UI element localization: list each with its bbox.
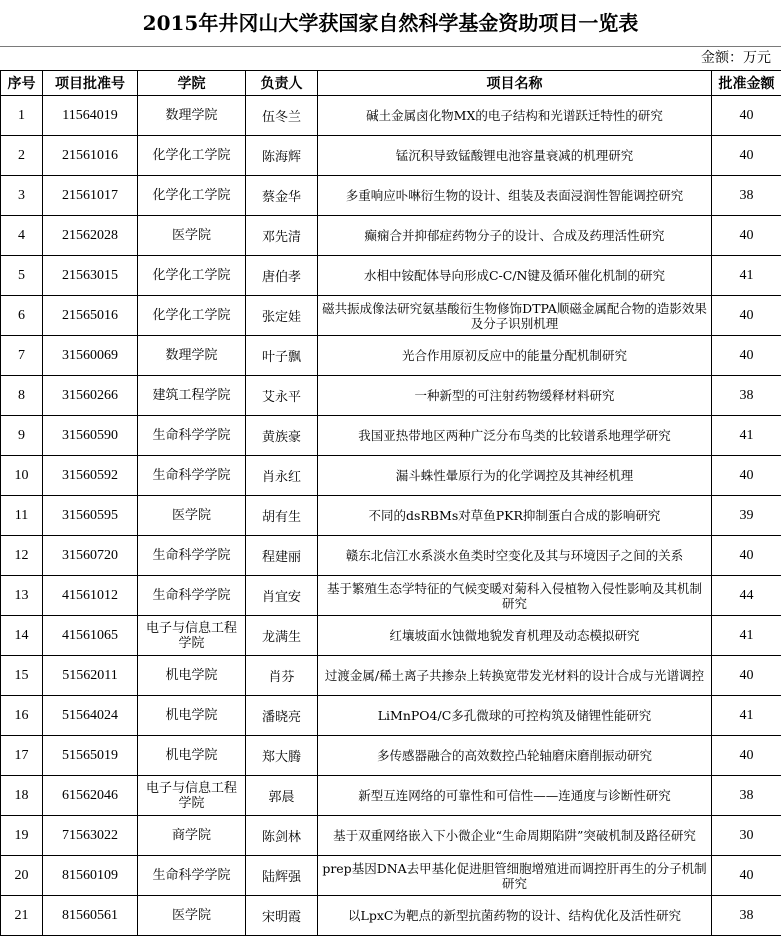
college-name: 生命科学学院 [138, 536, 246, 576]
approved-amount: 41 [712, 256, 781, 296]
row-number: 14 [1, 616, 43, 656]
project-code: 41561012 [43, 576, 138, 616]
college-name: 数理学院 [138, 96, 246, 136]
table-row [1, 456, 781, 496]
project-name: 基于双重网络嵌入下小微企业“生命周期陷阱”突破机制及路径研究 [318, 816, 712, 856]
project-name: 漏斗蛛性暈原行为的化学调控及其神经机理 [318, 456, 712, 496]
leader-name: 陈海辉 [246, 136, 318, 176]
leader-name: 肖永红 [246, 456, 318, 496]
approved-amount: 30 [712, 816, 781, 856]
approved-amount: 38 [712, 776, 781, 816]
college-name: 生命科学学院 [138, 416, 246, 456]
leader-name: 陆辉强 [246, 856, 318, 896]
project-code: 51564024 [43, 696, 138, 736]
approved-amount: 40 [712, 536, 781, 576]
row-number: 2 [1, 136, 43, 176]
college-name: 生命科学学院 [138, 856, 246, 896]
column-header: 负责人 [246, 71, 318, 96]
project-name: 锰沉积导致锰酸锂电池容量衰减的机理研究 [318, 136, 712, 176]
column-header: 批准金额 [712, 71, 781, 96]
project-code: 51565019 [43, 736, 138, 776]
project-code: 31560069 [43, 336, 138, 376]
project-name: 过渡金属/稀土离子共掺杂上转换宽带发光材料的设计合成与光谱调控 [318, 656, 712, 696]
table-row [1, 856, 781, 896]
project-name: 碱土金属卤化物MX的电子结构和光谱跃迁特性的研究 [318, 96, 712, 136]
leader-name: 肖宜安 [246, 576, 318, 616]
table-row [1, 256, 781, 296]
college-name: 商学院 [138, 816, 246, 856]
college-name: 数理学院 [138, 336, 246, 376]
project-name: 光合作用原初反应中的能量分配机制研究 [318, 336, 712, 376]
table-row [1, 656, 781, 696]
college-name: 医学院 [138, 216, 246, 256]
leader-name: 宋明霞 [246, 896, 318, 936]
table-row [1, 216, 781, 256]
table-row [1, 816, 781, 856]
page-title: 2015年井冈山大学获国家自然科学基金资助项目一览表 [0, 0, 781, 47]
project-name: prep基因DNA去甲基化促进胆管细胞增殖进而调控肝再生的分子机制研究 [318, 856, 712, 896]
project-code: 41561065 [43, 616, 138, 656]
table-row [1, 136, 781, 176]
row-number: 15 [1, 656, 43, 696]
project-name: 红壤坡面水蚀微地貌发育机理及动态模拟研究 [318, 616, 712, 656]
approved-amount: 40 [712, 136, 781, 176]
leader-name: 黄族豪 [246, 416, 318, 456]
row-number: 9 [1, 416, 43, 456]
project-name: 以LpxC为靶点的新型抗菌药物的设计、结构优化及活性研究 [318, 896, 712, 936]
college-name: 电子与信息工程学院 [138, 616, 246, 656]
college-name: 化学化工学院 [138, 136, 246, 176]
project-name: 赣东北信江水系淡水鱼类时空变化及其与环境因子之间的关系 [318, 536, 712, 576]
college-name: 化学化工学院 [138, 296, 246, 336]
leader-name: 艾永平 [246, 376, 318, 416]
project-code: 71563022 [43, 816, 138, 856]
college-name: 生命科学学院 [138, 576, 246, 616]
column-header: 学院 [138, 71, 246, 96]
leader-name: 肖芬 [246, 656, 318, 696]
row-number: 13 [1, 576, 43, 616]
table-row [1, 536, 781, 576]
approved-amount: 40 [712, 736, 781, 776]
project-code: 81560109 [43, 856, 138, 896]
table-row [1, 616, 781, 656]
project-code: 11564019 [43, 96, 138, 136]
row-number: 7 [1, 336, 43, 376]
project-code: 51562011 [43, 656, 138, 696]
row-number: 6 [1, 296, 43, 336]
project-code: 21565016 [43, 296, 138, 336]
project-name: 癫痫合并抑郁症药物分子的设计、合成及药理活性研究 [318, 216, 712, 256]
approved-amount: 44 [712, 576, 781, 616]
row-number: 8 [1, 376, 43, 416]
project-name: 新型互连网络的可靠性和可信性——连通度与诊断性研究 [318, 776, 712, 816]
row-number: 21 [1, 896, 43, 936]
row-number: 5 [1, 256, 43, 296]
project-name: 不同的dsRBMs对草鱼PKR抑制蛋白合成的影响研究 [318, 496, 712, 536]
leader-name: 唐伯孝 [246, 256, 318, 296]
project-name: 磁共振成像法研究氨基酸衍生物修饰DTPA顺磁金属配合物的造影效果及分子识别机理 [318, 296, 712, 336]
college-name: 医学院 [138, 896, 246, 936]
project-code: 31560590 [43, 416, 138, 456]
table-row [1, 376, 781, 416]
approved-amount: 41 [712, 616, 781, 656]
project-name: 水相中铵配体导向形成C-C/N键及循环催化机制的研究 [318, 256, 712, 296]
project-code: 31560266 [43, 376, 138, 416]
college-name: 电子与信息工程学院 [138, 776, 246, 816]
table-row [1, 96, 781, 136]
project-code: 31560595 [43, 496, 138, 536]
leader-name: 胡有生 [246, 496, 318, 536]
project-code: 21561016 [43, 136, 138, 176]
leader-name: 潘晓亮 [246, 696, 318, 736]
project-name: 我国亚热带地区两种广泛分布鸟类的比较谱系地理学研究 [318, 416, 712, 456]
project-code: 31560592 [43, 456, 138, 496]
leader-name: 郑大腾 [246, 736, 318, 776]
table-row [1, 336, 781, 376]
column-header: 项目名称 [318, 71, 712, 96]
approved-amount: 40 [712, 296, 781, 336]
unit-note: 金额：万元 [0, 47, 781, 70]
table-row [1, 496, 781, 536]
college-name: 机电学院 [138, 736, 246, 776]
column-header: 项目批准号 [43, 71, 138, 96]
row-number: 11 [1, 496, 43, 536]
approved-amount: 38 [712, 176, 781, 216]
table-row [1, 896, 781, 936]
college-name: 化学化工学院 [138, 256, 246, 296]
approved-amount: 40 [712, 336, 781, 376]
approved-amount: 40 [712, 96, 781, 136]
approved-amount: 38 [712, 896, 781, 936]
approved-amount: 41 [712, 696, 781, 736]
approved-amount: 40 [712, 216, 781, 256]
college-name: 建筑工程学院 [138, 376, 246, 416]
leader-name: 伍冬兰 [246, 96, 318, 136]
leader-name: 叶子飘 [246, 336, 318, 376]
leader-name: 陈剑林 [246, 816, 318, 856]
row-number: 19 [1, 816, 43, 856]
table-header-row [1, 71, 781, 96]
row-number: 4 [1, 216, 43, 256]
college-name: 医学院 [138, 496, 246, 536]
project-name: 一种新型的可注射药物缓释材料研究 [318, 376, 712, 416]
row-number: 12 [1, 536, 43, 576]
project-code: 31560720 [43, 536, 138, 576]
row-number: 3 [1, 176, 43, 216]
leader-name: 郭晨 [246, 776, 318, 816]
approved-amount: 40 [712, 456, 781, 496]
leader-name: 邓先清 [246, 216, 318, 256]
project-name: 多重响应卟啉衍生物的设计、组装及表面浸润性智能调控研究 [318, 176, 712, 216]
project-code: 61562046 [43, 776, 138, 816]
leader-name: 龙满生 [246, 616, 318, 656]
row-number: 20 [1, 856, 43, 896]
leader-name: 蔡金华 [246, 176, 318, 216]
project-name: 多传感器融合的高效数控凸轮轴磨床磨削振动研究 [318, 736, 712, 776]
college-name: 生命科学学院 [138, 456, 246, 496]
approved-amount: 40 [712, 656, 781, 696]
table-body [1, 96, 781, 936]
approved-amount: 41 [712, 416, 781, 456]
project-code: 21562028 [43, 216, 138, 256]
project-code: 81560561 [43, 896, 138, 936]
table-row [1, 176, 781, 216]
funding-table [0, 70, 781, 936]
table-row [1, 776, 781, 816]
table-row [1, 696, 781, 736]
approved-amount: 39 [712, 496, 781, 536]
leader-name: 程建丽 [246, 536, 318, 576]
row-number: 17 [1, 736, 43, 776]
college-name: 化学化工学院 [138, 176, 246, 216]
column-header: 序号 [1, 71, 43, 96]
row-number: 18 [1, 776, 43, 816]
approved-amount: 40 [712, 856, 781, 896]
college-name: 机电学院 [138, 696, 246, 736]
row-number: 1 [1, 96, 43, 136]
college-name: 机电学院 [138, 656, 246, 696]
approved-amount: 38 [712, 376, 781, 416]
project-code: 21563015 [43, 256, 138, 296]
project-name: LiMnPO4/C多孔微球的可控构筑及储锂性能研究 [318, 696, 712, 736]
row-number: 10 [1, 456, 43, 496]
project-name: 基于繁殖生态学特征的气候变暖对菊科入侵植物入侵性影响及其机制研究 [318, 576, 712, 616]
table-row [1, 416, 781, 456]
table-row [1, 736, 781, 776]
table-row [1, 296, 781, 336]
project-code: 21561017 [43, 176, 138, 216]
table-row [1, 576, 781, 616]
row-number: 16 [1, 696, 43, 736]
leader-name: 张定娃 [246, 296, 318, 336]
